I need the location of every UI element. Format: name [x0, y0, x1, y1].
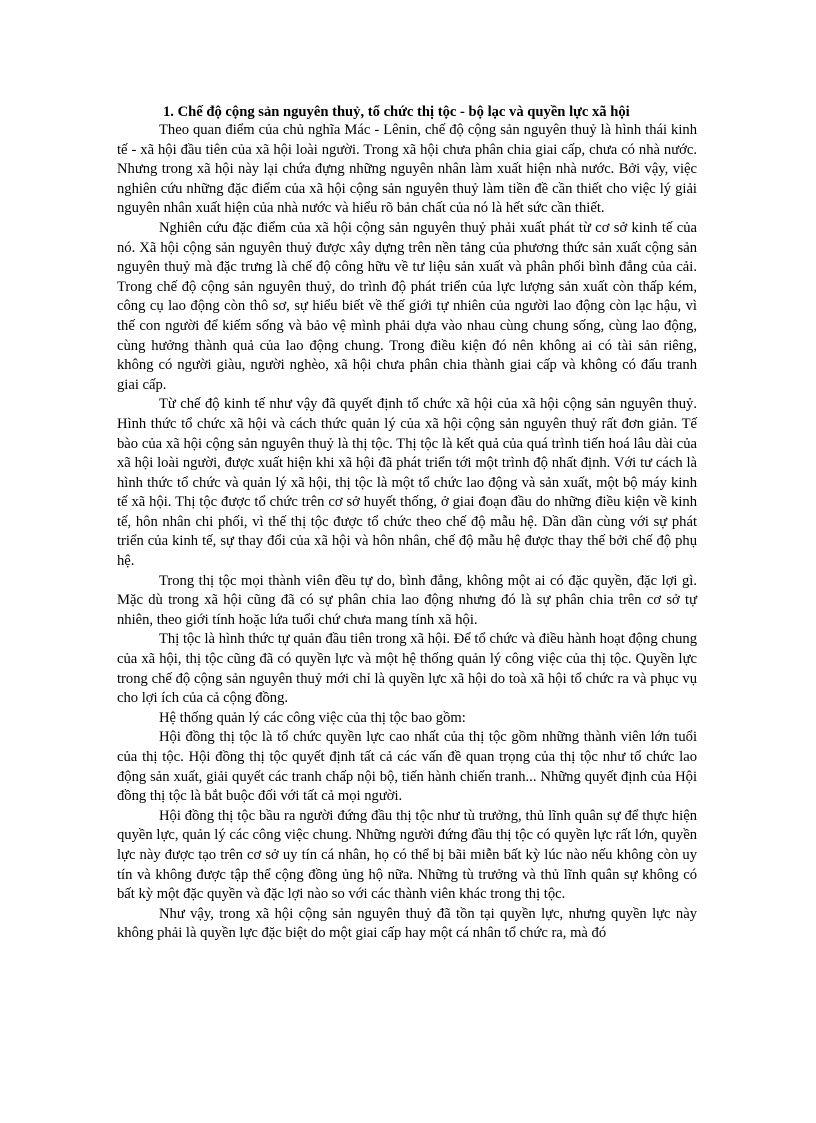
paragraph-6: Hệ thống quản lý các công việc của thị tộc bao gồm:	[159, 709, 466, 726]
paragraph-1: Theo quan điểm của chủ nghĩa Mác - Lênin, chế độ cộng sản nguyên thuỷ là hình thái kinh tế - xã hội đầu tiên của xã hội loài người. Trong xã hội chưa phân chia giai cấp, chưa có nhà nước. Nhưng trong xã hội này lại chứa đựng những nguyên nhân làm xuất hiện nhà nước. Bởi vậy, việc nghiên cứu những đặc điểm của xã hội cộng sản nguyên thuỷ làm tiền đề cần thiết cho việc lý giải nguyên nhân xuất hiện của nhà nước và hiểu rõ bản chất của nó là hết sức cần thiết.	[117, 122, 697, 217]
paragraph-7: Hội đồng thị tộc là tổ chức quyền lực cao nhất của thị tộc gồm những thành viên lớn tuổi của thị tộc. Hội đồng thị tộc quyết định tất cả các vấn đề quan trọng của thị tộc như tổ chức lao động sản xuất, giải quyết các tranh chấp nội bộ, tiến hành chiến tranh... Những quyết định của Hội đồng thị tộc là bắt buộc đối với tất cả mọi người.	[117, 729, 697, 805]
document-page	[117, 103, 697, 944]
paragraph-3: Từ chế độ kinh tế như vậy đã quyết định tổ chức xã hội của xã hội cộng sản nguyên thuỷ. Hình thức tổ chức xã hội và cách thức quản lý của xã hội cộng sản nguyên thuỷ rất đơn giản. Tế bào của xã hội cộng sản nguyên thuỷ là thị tộc. Thị tộc là kết quả của quá trình tiến hoá lâu dài của xã hội loài người, được xuất hiện khi xã hội đã phát triển tới một trình độ nhất định. Với tư cách là hình thức tổ chức và quản lý xã hội, thị tộc là một tổ chức lao động và sản xuất, một bộ máy kinh tế xã hội. Thị tộc được tổ chức trên cơ sở huyết thống, ở giai đoạn đầu do những điều kiện về kinh tế, hôn nhân chi phối, vì thế thị tộc được tổ chức theo chế độ mẫu hệ. Dần dần cùng với sự phát triển của kinh tế, sự thay đổi của xã hội và hôn nhân, chế độ mẫu hệ được thay thế bởi chế độ phụ hệ.	[117, 396, 697, 570]
paragraph-2: Nghiên cứu đặc điểm của xã hội cộng sản nguyên thuỷ phải xuất phát từ cơ sở kinh tế của nó. Xã hội cộng sản nguyên thuỷ được xây dựng trên nền tảng của phương thức sản xuất cộng sản nguyên thuỷ mà đặc trưng là chế độ công hữu về tư liệu sản xuất và phân phối bình đẳng của cải. Trong chế độ cộng sản nguyên thuỷ, do trình độ phát triển của lực lượng sản xuất còn thấp kém, công cụ lao động còn thô sơ, sự hiểu biết về thế giới tự nhiên của người lao động còn lạc hậu, vì thế con người để kiếm sống và bảo vệ mình phải dựa vào nhau cùng chung sống, cùng lao động, cùng hưởng thành quả của lao động chung. Trong điều kiện đó nên không ai có tài sản riêng, không có người giàu, người nghèo, xã hội chưa phân chia thành giai cấp và không có đấu tranh giai cấp.	[117, 219, 697, 393]
paragraph-9: Như vậy, trong xã hội cộng sản nguyên thuỷ đã tồn tại quyền lực, nhưng quyền lực này không phải là quyền lực đặc biệt do một giai cấp hay một cá nhân tổ chức ra, mà đó	[117, 905, 697, 942]
paragraph-5: Thị tộc là hình thức tự quản đầu tiên trong xã hội. Để tổ chức và điều hành hoạt động chung của xã hội, thị tộc cũng đã có quyền lực và một hệ thống quản lý công việc của thị tộc. Quyền lực trong chế độ cộng sản nguyên thuỷ mới chỉ là quyền lực xã hội do toà xã hội tổ chức ra và phục vụ cho lợi ích của cả cộng đồng.	[117, 631, 697, 707]
paragraph-4: Trong thị tộc mọi thành viên đều tự do, bình đẳng, không một ai có đặc quyền, đặc lợi gì. Mặc dù trong xã hội cũng đã có sự phân chia lao động nhưng đó là sự phân chia trên cơ sở tự nhiên, theo giới tính hoặc lứa tuổi chứ chưa mang tính xã hội.	[117, 572, 697, 628]
section-heading: 1. Chế độ cộng sản nguyên thuỷ, tổ chức thị tộc - bộ lạc và quyền lực xã hội	[163, 104, 630, 120]
paragraph-8: Hội đồng thị tộc bầu ra người đứng đầu thị tộc như tù trưởng, thủ lĩnh quân sự để thực hiện quyền lực, quản lý các công việc chung. Những người đứng đầu thị tộc có quyền lực rất lớn, quyền lực này được tạo trên cơ sở uy tín cá nhân, họ có thể bị bãi miễn bất kỳ lúc nào nếu không còn uy tín và không được tập thể cộng đồng ủng hộ nữa. Những tù trưởng và thủ lĩnh quân sự không có bất kỳ một đặc quyền và đặc lợi nào so với các thành viên khác trong thị tộc.	[117, 807, 697, 903]
